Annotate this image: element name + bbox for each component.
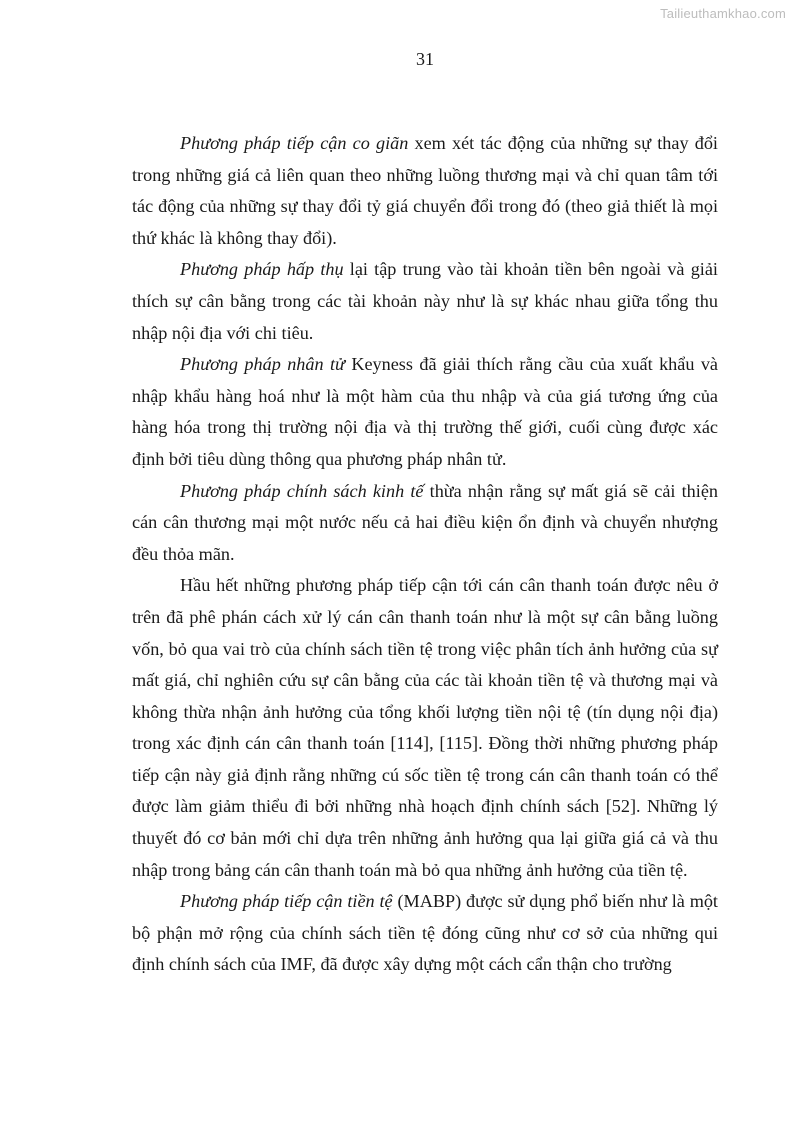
page-number: 31 [416,49,434,69]
paragraph-text: xem xét tác động của những sự thay đổi trong những giá cả liên quan theo những luồng thương mại và chỉ quan tâm tới tác động của những sự thay đổi tỷ giá chuyển đổi trong đó (theo giả thiết là mọi thứ khác là không thay đổi). [132,133,718,248]
watermark-text: Tailieuthamkhao.com [660,6,786,21]
paragraph-policy-approach [132,476,718,571]
paragraph-multiplier-approach [132,349,718,475]
paragraph-text: Hầu hết những phương pháp tiếp cận tới cán cân thanh toán được nêu ở trên đã phê phán cách xử lý cán cân thanh toán như là một sự cân bằng luồng vốn, bỏ qua vai trò của chính sách tiền tệ trong việc phân tích ảnh hưởng của sự mất giá, chỉ nghiên cứu sự cân bằng của các tài khoản tiền tệ và thương mại và không thừa nhận ảnh hưởng của tổng khối lượng tiền nội tệ (tín dụng nội địa) trong xác định cán cân thanh toán [114], [115]. Đồng thời những phương pháp tiếp cận này giả định rằng những cú sốc tiền tệ trong cán cân thanh toán có thể được làm giảm thiểu đi bởi những nhà hoạch định chính sách [52]. Những lý thuyết đó cơ bản mới chỉ dựa trên những ảnh hưởng qua lại giữa giá cả và thu nhập trong bảng cán cân thanh toán mà bỏ qua những ảnh hưởng của tiền tệ. [132,575,718,880]
document-body [132,128,718,981]
paragraph-elasticity-approach [132,128,718,254]
paragraph-text: (MABP) được sử dụng phổ biến như là một bộ phận mở rộng của chính sách tiền tệ đóng cũng như cơ sở của những qui định chính sách của IMF, đã được xây dựng một cách cẩn thận cho trường [132,891,718,975]
paragraph-text: lại tập trung vào tài khoản tiền bên ngoài và giải thích sự cân bằng trong các tài khoản này như là sự khác nhau giữa tổng thu nhập nội địa với chi tiêu. [132,259,718,343]
paragraph-lead: Phương pháp chính sách kinh tế [180,480,424,501]
paragraph-lead: Phương pháp tiếp cận co giãn [180,133,409,153]
paragraph-lead: Phương pháp hấp thụ [180,259,344,280]
paragraph-critique [132,570,718,886]
paragraph-lead: Phương pháp tiếp cận tiền tệ [180,891,393,912]
paragraph-lead: Phương pháp nhân tử [180,354,345,375]
paragraph-monetary-approach [132,886,718,981]
paragraph-text: thừa nhận rằng sự mất giá sẽ cải thiện cán cân thương mại một nước nếu cả hai điều kiện ổn định và chuyển nhượng đều thỏa mãn. [132,480,719,564]
paragraph-text: Keyness đã giải thích rằng cầu của xuất khẩu và nhập khẩu hàng hoá như là một hàm của thu nhập và của giá tương ứng của hàng hóa trong thị trường nội địa và thị trường thế giới, cuối cùng được xác định bởi tiêu dùng thông qua phương pháp nhân tử. [132,354,718,469]
paragraph-absorption-approach [132,254,718,349]
